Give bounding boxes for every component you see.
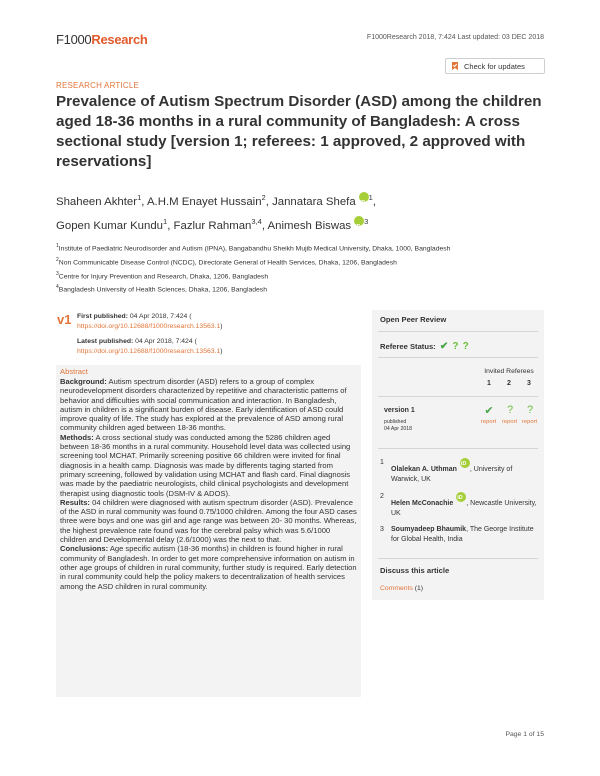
affiliation: $^3$Centre for Injury Prevention and Research, Dhaka, 1206, Bangladesh	[56, 270, 269, 280]
report-link[interactable]: report	[502, 419, 518, 425]
referee-status: Referee Status: ✔ ? ?	[380, 341, 469, 352]
abstract-methods: Methods: A cross sectional study was conducted among the 5286 children aged between 18-36 months in a rural community. Household level data was collected using screening tool MCHAT. Primarily screening positive 66 children were invited for final diagnosis in a health camp. Diagnosis was made by differents taging started from primary screening, followed by validation using MCHAT and flash card. Final diagnosis was made by the paediatric neurologists, child clinical psychologists and development therapist using diagnostic tools (DSM-IV & ADOS).	[60, 432, 351, 498]
affiliation: $^2$Non Communicable Disease Control (NCDC), Directorate General of Health Services, Dhaka, 1206, Bangladesh	[56, 256, 397, 267]
abstract-conclusions: Conclusions: Age specific autism (18-36 months) in children is found higher in rural community of Bangladesh. In order to get more comprehensive information on autism in other age groups of children in rural community, further study is required. Early detection in rural community could help the policy makers to decentralization of health services among the ASD children in rural community.	[60, 544, 357, 591]
invited-referees-heading: Invited Referees	[484, 368, 534, 375]
article-type: RESEARCH ARTICLE	[56, 81, 140, 90]
referee-entry: 2 Helen McConachieiD , Newcastle University, UK	[380, 492, 538, 516]
report-link[interactable]: report	[481, 419, 497, 425]
divider	[378, 331, 538, 332]
first-published: First published: 04 Apr 2018, 7:424 ( https://doi.org/10.12688/f1000research.13563.1)	[77, 313, 223, 330]
reservation-icon: ?	[462, 341, 469, 352]
open-peer-review-heading: Open Peer Review	[380, 315, 447, 324]
reservation-icon: ?	[526, 404, 534, 416]
referee-number: 2	[507, 380, 511, 387]
divider	[378, 448, 538, 449]
orcid-icon[interactable]	[359, 192, 369, 202]
referee-name[interactable]: Olalekan A. Uthman	[391, 466, 457, 473]
check-updates-label: Check for updates	[464, 61, 525, 71]
affiliation: $^1$Institute of Paediatric Neurodisorder and Autism (IPNA), Bangabandhu Sheikh Mujib Medical University, Dhaka, 1000, Bangladesh	[56, 243, 451, 253]
peer-review-panel	[372, 310, 544, 600]
referee-entry: 1 Olalekan A. UthmaniD , University of Warwick, UK	[380, 458, 538, 482]
comments-link[interactable]: Comments	[380, 585, 413, 592]
referee-name[interactable]: Soumyadeep Bhaumik	[391, 526, 467, 533]
check-for-updates-button[interactable]	[445, 58, 545, 74]
version-badge: v1	[57, 312, 72, 327]
author[interactable]: Jannatara ShefaiD $^1$	[272, 196, 373, 208]
approved-icon: ✔	[484, 405, 494, 417]
abstract-background: Background: Autism spectrum disorder (ASD) refers to a group of complex neurodevelopment disorders characterized by repetitive and characteristic patterns of behavior and difficulties with social communication and interaction. In Bangladesh, autism in children is a significant burden of disease. Early identification of ASD could improve quality of life. The study has explored at the prevalence of ASD among rural community children aged between 18-36 months.	[60, 377, 347, 433]
approved-icon: ✔	[439, 341, 449, 352]
top-bar	[56, 32, 544, 46]
abstract-results: Results: 04 children were diagnosed with autism spectrum disorder (ASD). Prevalence of the ASD in rural community was found 0.75/1000 children. Among the four ASD cases three were boys and one was girl and age range was between 20- 30 months. Whereas, the highest prevalence rate found was for the cerebral palsy which was 5.6/1000 children and Developmental delay (2.6/1000) was the next to that.	[60, 497, 357, 545]
author[interactable]: Shaheen Akhter$^1$	[56, 193, 142, 208]
logo-accent: Research	[91, 32, 148, 47]
version-published: published 04 Apr 2018	[384, 419, 412, 432]
referee-number: 1	[487, 380, 491, 387]
discuss-heading: Discuss this article	[380, 566, 450, 575]
author[interactable]: A.H.M Enayet Hussain$^2$	[146, 193, 266, 208]
divider	[378, 357, 538, 358]
orcid-icon[interactable]	[460, 458, 470, 468]
affiliation: $^4$Bangladesh University of Health Sciences, Dhaka, 1206, Bangladesh	[56, 284, 267, 294]
referee-name[interactable]: Helen McConachie	[391, 500, 454, 507]
referee-number: 3	[527, 380, 531, 387]
orcid-icon[interactable]	[456, 492, 466, 502]
divider	[378, 396, 538, 397]
author[interactable]: Fazlur Rahman$^{3,4}$	[173, 216, 262, 232]
divider	[378, 558, 538, 559]
comments: Comments (1)	[380, 585, 424, 592]
running-head: F1000Research 2018, 7:424 Last updated: 03 DEC 2018	[366, 34, 544, 41]
latest-published-doi-link[interactable]: https://doi.org/10.12688/f1000research.13563.1	[77, 347, 221, 355]
author[interactable]: Animesh BiswasiD $^3$	[268, 220, 369, 232]
author-list: Shaheen Akhter$^1$, A.H.M Enayet Hussain$^2$, Jannatara ShefaiD $^1$, Gopen Kumar Kundu$^1$, Fazlur Rahman$^{3,4}$, Animesh BiswasiD $^3$	[56, 188, 536, 236]
affiliations	[56, 241, 546, 296]
author[interactable]: Gopen Kumar Kundu$^1$	[56, 216, 168, 232]
orcid-icon[interactable]	[354, 216, 364, 226]
first-published-doi-link[interactable]: https://doi.org/10.12688/f1000research.13563.1	[77, 322, 221, 330]
abstract-heading: Abstract	[60, 367, 88, 376]
report-link[interactable]: report	[522, 419, 538, 425]
reservation-icon: ?	[506, 404, 514, 416]
publication-info	[77, 312, 367, 362]
page-number: Page 1 of 15	[505, 731, 544, 738]
article-title: Prevalence of Autism Spectrum Disorder (ASD) among the children aged 18-36 months in a rural community of Bangladesh: A cross sectional study [version 1; referees: 1 approved, 2 approved with reservations]	[56, 93, 542, 170]
abstract-box	[56, 365, 361, 697]
journal-logo[interactable]: F1000Research	[56, 32, 148, 47]
check-updates-icon	[450, 61, 460, 71]
version-label: version 1	[384, 407, 415, 414]
latest-published: Latest published: 04 Apr 2018, 7:424 ( https://doi.org/10.12688/f1000research.13563.1)	[77, 338, 223, 355]
referee-entry: 3 Soumyadeep Bhaumik, The George Institute for Global Health, India	[380, 526, 534, 543]
reservation-icon: ?	[452, 341, 459, 352]
